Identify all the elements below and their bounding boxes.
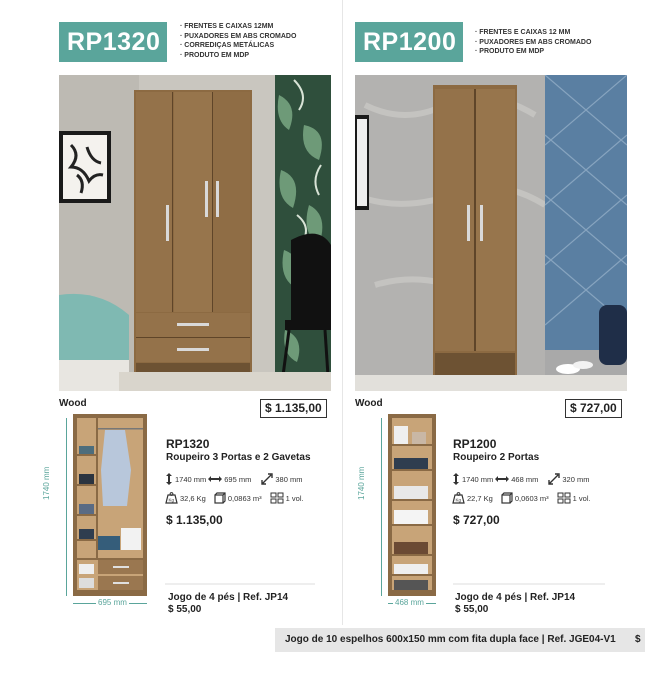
product-photo [59,75,331,391]
model-badge: RP1200 [355,22,463,62]
product-name: Roupeiro 2 Portas [453,452,540,463]
depth-arrow-icon [548,473,560,485]
svg-text:Kg: Kg [455,497,462,503]
packages-icon [270,492,284,504]
volume-value: 0,0863 m³ [227,493,262,503]
accessory-title: Jogo de 4 pés | Ref. JP14 [455,592,576,603]
packages-value: 1 vol. [285,493,304,503]
height-dimension-line [381,418,382,596]
height-arrow-icon [452,473,460,485]
packages-value: 1 vol. [572,493,591,503]
mirror-kit-text: Jogo de 10 espelhos 600x150 mm com fita dupla face | Ref. JGE04-V1 [285,634,616,645]
depth-arrow-icon [261,473,273,485]
height-value: 1740 mm [462,474,494,484]
accessory-price: $ 55,00 [455,604,489,615]
product-photo [355,75,627,391]
model-badge: RP1320 [59,22,167,62]
width-value: 468 mm [511,474,539,484]
width-arrow-icon [208,475,222,483]
dimension-specs [165,473,302,485]
weight-value: 32,6 Kg [180,493,206,503]
package-specs [165,492,304,504]
wardrobe-diagram [73,414,147,601]
width-dimension-label: 468 mm [395,598,424,607]
feature-list [180,22,296,60]
feature-item: · PRODUTO EM MDP [475,47,591,57]
depth-value: 380 mm [275,474,303,484]
product-name: Roupeiro 3 Portas e 2 Gavetas [166,452,311,463]
depth-value: 320 mm [562,474,590,484]
mirror-kit-bar [275,628,645,652]
height-value: 1740 mm [175,474,207,484]
accessory-price: $ 55,00 [168,604,202,615]
wardrobe-diagram [388,414,436,601]
accessory-title: Jogo de 4 pés | Ref. JP14 [168,592,289,603]
product-card-rp1200 [342,0,642,625]
volume-icon [501,492,513,504]
width-value: 695 mm [224,474,252,484]
feature-item: · FRENTES E CAIXAS 12 MM [475,28,591,38]
feature-item: · PRODUTO EM MDP [180,51,296,61]
product-code: RP1200 [453,437,497,451]
width-arrow-icon [495,475,509,483]
feature-list [475,28,591,57]
height-arrow-icon [165,473,173,485]
height-dimension-line [66,418,67,596]
price-badge: $ 727,00 [565,399,622,418]
volume-value: 0,0603 m³ [514,493,549,503]
weight-icon [165,492,178,504]
feature-item: · PUXADORES EM ABS CROMADO [475,38,591,48]
product-price: $ 727,00 [453,513,500,527]
price-badge: $ 1.135,00 [260,399,327,418]
feature-item: · FRENTES E CAIXAS 12MM [180,22,296,32]
divider [453,583,605,585]
width-dimension-label: 695 mm [98,598,127,607]
divider [165,583,315,585]
finish-label: Wood [355,398,383,409]
product-price: $ 1.135,00 [166,513,223,527]
volume-icon [214,492,226,504]
finish-label: Wood [59,398,87,409]
dimension-specs [452,473,589,485]
svg-text:Kg: Kg [168,497,175,503]
product-code: RP1320 [166,437,210,451]
mirror-kit-price: $ [635,634,641,645]
packages-icon [557,492,571,504]
height-dimension-label: 1740 mm [42,466,51,500]
weight-value: 22,7 Kg [467,493,493,503]
product-card-rp1320 [40,0,338,625]
package-specs [452,492,591,504]
feature-item: · CORREDIÇAS METÁLICAS [180,41,296,51]
height-dimension-label: 1740 mm [357,466,366,500]
weight-icon [452,492,465,504]
feature-item: · PUXADORES EM ABS CROMADO [180,32,296,42]
